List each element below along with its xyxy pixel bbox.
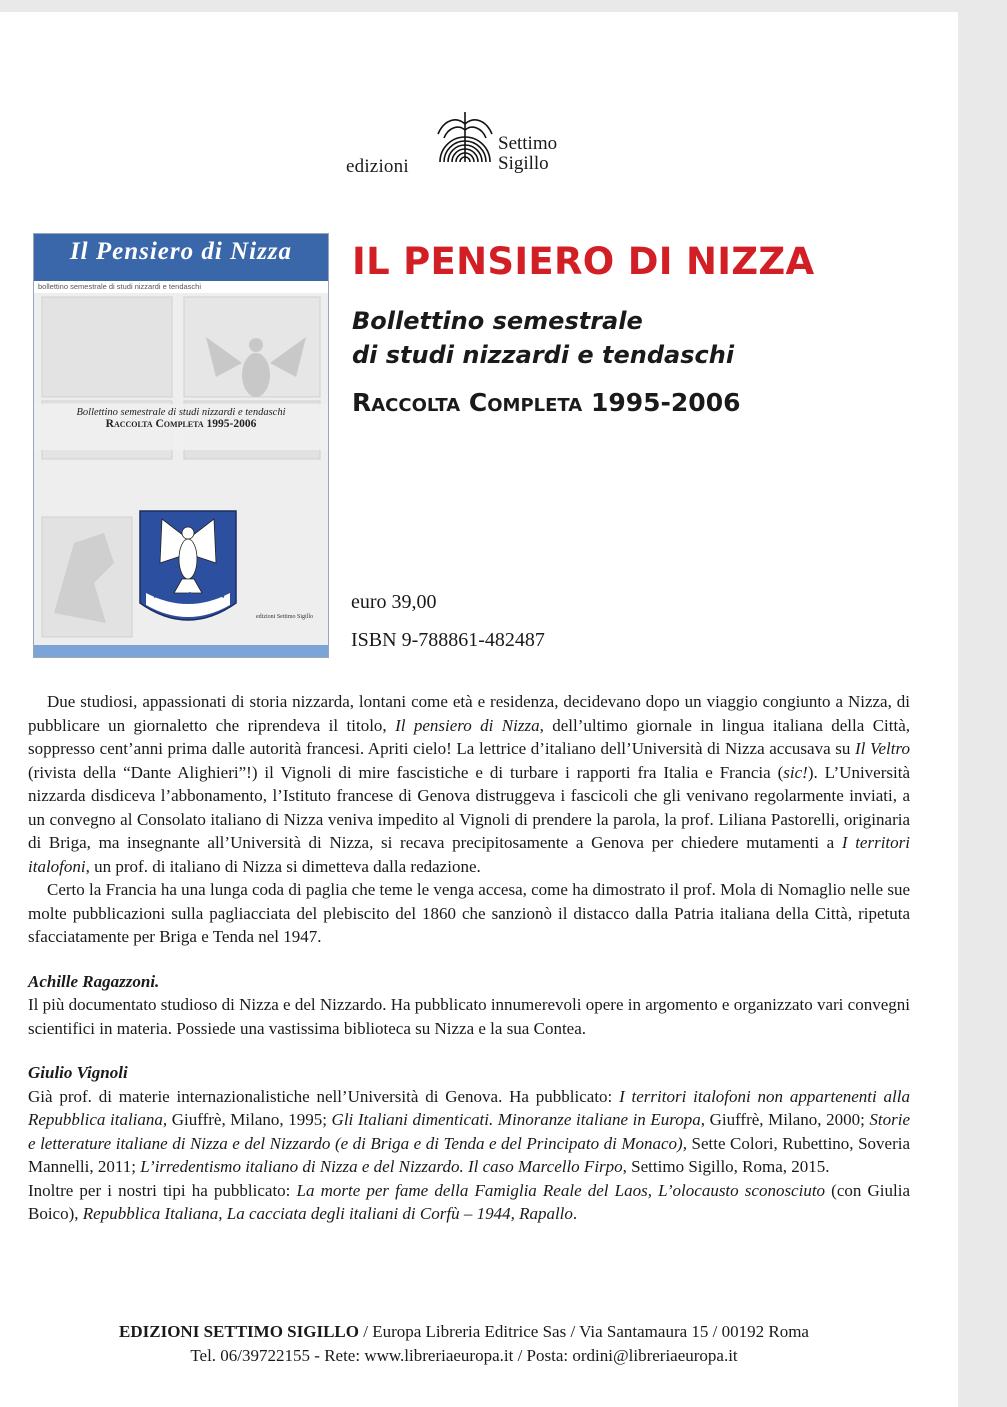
a2-text-10: Inoltre per i nostri tipi ha pubblicato: (28, 1180, 297, 1200)
cover-subtitle: bollettino semestrale di studi nizzardi e tendaschi (34, 281, 328, 293)
author2-name: Giulio Vignoli (28, 1063, 128, 1082)
subtitle-line1: Bollettino semestrale (352, 307, 643, 335)
cover-band-line1: Bollettino semestrale di studi nizzardi e tendaschi (76, 407, 286, 418)
a2-text-14: . (572, 1204, 578, 1223)
a2-italic-13: Repubblica Italiana, La cacciata degli italiani di Corfù – 1944, Rapallo (82, 1204, 573, 1223)
a2-text-3: Giuffrè, Milano, 1995; (167, 1110, 332, 1129)
flyer-page (0, 12, 958, 1407)
seal-icon (430, 110, 500, 180)
author1-name: Achille Ragazzoni. (28, 971, 160, 991)
p1-italic-territori: I territori italofoni (28, 833, 910, 876)
a2-italic-6: Storie e letterature italiane di Nizza e del Nizzardo (e di Briga e di Tenda e del Principato di Monaco), (28, 1110, 910, 1153)
author2-bio (28, 1085, 910, 1179)
cover-bottom-stripe (34, 645, 328, 657)
p1-italic-veltro: Il Veltro (855, 739, 910, 758)
a2-italic-4: Gli Italiani dimenticati. Minoranze italiane in Europa (331, 1110, 701, 1129)
logo-settimo-text: Settimo (498, 133, 558, 154)
author2-other-works (28, 1179, 910, 1226)
logo-edizioni-text: edizioni (346, 156, 409, 177)
cover-heraldry-art (34, 293, 328, 657)
paragraph-2: Certo la Francia ha una lunga coda di paglia che teme le venga accesa, come ha dimostrato il prof. Mola di Nomaglio nelle sue molte pubblicazioni sulla pagliacciata del plebiscito del 1860 che sanzionò il distacco dalla Patria italiana della Città, ripetuta sfacciatamente per Briga e Tenda nel 1947. (28, 880, 910, 946)
publisher-logo (346, 110, 586, 182)
page-subtitle (352, 304, 734, 372)
p1-text-g: ). L’Università nizzarda disdiceva l’abbonamento, l’Istituto francese di Genova distruggeva i fascicoli che gli venivano regolarmente inviati, a un convegno al Consolato italiano di Nizza veniva impedito al Vignoli di prendere la parola, la prof. Liliana Pastorelli, originaria di Briga, ma insegnante all’Università di Nizza, si recava precipitosamente a Genova per chiedere mutamenti a (28, 762, 910, 852)
a2-text-1: Già prof. di materie internazionalistiche nell’Università di Genova. Ha pubblicato: (28, 1086, 620, 1106)
isbn: ISBN 9-788861-482487 (351, 629, 545, 651)
p1-italic-title: Il pensiero di Nizza (395, 715, 540, 735)
a2-text-12: (con Giulia Boico), (28, 1180, 911, 1223)
cover-title: Il Pensiero di Nizza (69, 238, 293, 265)
a2-italic-8: L’irredentismo italiano di Nizza e del Nizzardo. Il caso Marcello Firpo (140, 1157, 623, 1176)
p1-text-a: Due studiosi, appassionati di storia nizzarda, lontani come età e residenza, decidevano dopo un viaggio congiunto a Nizza, di pubblicare un giornaletto che riprendeva il titolo, (28, 692, 910, 735)
footer-publisher-line (0, 1322, 928, 1342)
page-title: IL PENSIERO DI NIZZA (352, 240, 815, 283)
a2-italic-11: La morte per fame della Famiglia Reale del Laos, L’olocausto sconosciuto (296, 1180, 826, 1200)
body-text (28, 690, 910, 1226)
author1-bio: Il più documentato studioso di Nizza e del Nizzardo. Ha pubblicato innumerevoli opere in argomento e organizzato vari convegni scientifici in materia. Possiede una vastissima biblioteca su Nizza e la sua Contea. (28, 995, 910, 1038)
cover-publisher-logo: edizioni Settimo Sigillo (256, 614, 313, 620)
a2-text-5: , Giuffrè, Milano, 2000; (700, 1110, 870, 1129)
a2-text-9: , Settimo Sigillo, Roma, 2015. (622, 1157, 830, 1176)
price: euro 39,00 (351, 591, 437, 613)
footer-contacts[interactable]: Tel. 06/39722155 - Rete: www.libreriaeuropa.it / Posta: ordini@libreriaeuropa.it (190, 1346, 738, 1365)
p1-text-e: (rivista della “Dante Alighieri”!) il Vignoli di mire fascistiche e di turbare i rapporti fra Italia e Francia ( (28, 762, 784, 782)
book-cover (33, 233, 329, 658)
collection-label: Raccolta Completa 1995-2006 (352, 388, 741, 417)
a2-italic-2: I territori italofoni non appartenenti alla Repubblica italiana, (28, 1086, 910, 1129)
p1-text-c: , dell’ultimo giornale in lingua italiana della Città, soppresso cent’anni prima dalle autorità francesi. Apriti cielo! La lettrice d’italiano dell’Università di Nizza accusava su (28, 715, 911, 758)
footer-address: / Europa Libreria Editrice Sas / Via Santamaura 15 / 00192 Roma (358, 1322, 809, 1341)
p1-italic-sic: sic! (783, 762, 808, 782)
footer-publisher-name: EDIZIONI SETTIMO SIGILLO (119, 1322, 359, 1341)
cover-band-line2: Raccolta Completa 1995-2006 (105, 418, 257, 430)
subtitle-line2: di studi nizzardi e tendaschi (352, 341, 735, 369)
cover-middle-band (34, 404, 328, 450)
logo-sigillo-text: Sigillo (498, 153, 549, 174)
a2-text-7: Sette Colori, Rubettino, Soveria Mannelli, 2011; (28, 1133, 911, 1176)
paragraph-1 (28, 690, 910, 878)
p1-text-i: , un prof. di italiano di Nizza si dimetteva dalla redazione. (85, 856, 481, 876)
